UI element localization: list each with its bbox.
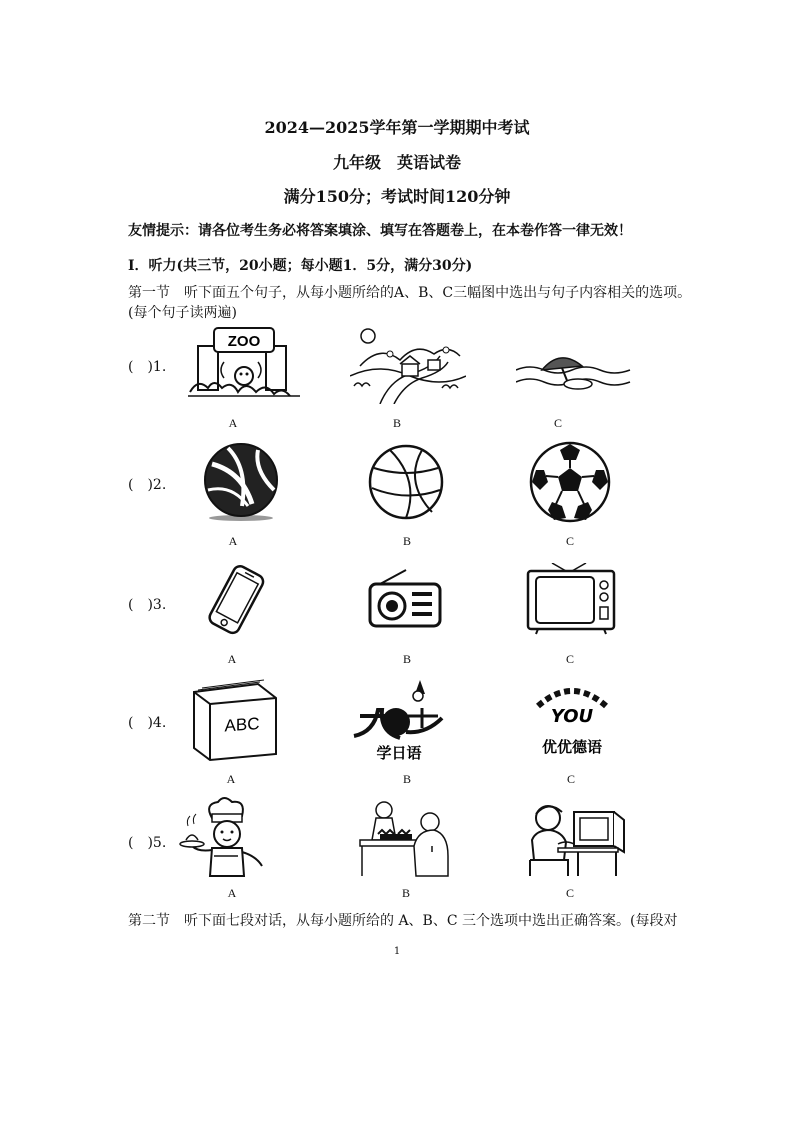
- chess-players-picture: [350, 796, 454, 878]
- smartphone-picture: [198, 565, 272, 635]
- q2-option-a: A: [228, 534, 238, 548]
- beach-umbrella-picture: [516, 348, 634, 394]
- abc-book-picture: [188, 678, 280, 762]
- q1-option-a: A: [228, 416, 238, 430]
- page-number: 1: [393, 946, 401, 957]
- japanese-school-logo: [350, 676, 448, 762]
- soccer-ball-picture: [528, 440, 612, 524]
- q2-option-c: C: [565, 534, 574, 548]
- q5-option-a: A: [227, 886, 237, 900]
- q3-option-c: C: [565, 652, 574, 666]
- exam-title: 2024—2025学年第一学期期中考试: [264, 118, 530, 137]
- q4-option-b: B: [402, 772, 411, 786]
- radio-picture: [366, 568, 444, 630]
- q2-option-b: B: [402, 534, 411, 548]
- notice: 友情提示：请各位考生务必将答案填涂、填写在答题卷上，在本卷作答一律无效！: [128, 223, 632, 239]
- german-logo-top-text: YOU: [550, 706, 594, 727]
- part1-heading: I．听力(共三节，20小题；每小题1．5分，满分30分): [128, 258, 473, 274]
- japanese-logo-text: 学日语: [376, 744, 422, 762]
- zoo-gate-picture: [188, 322, 300, 400]
- q1-option-b: B: [392, 416, 401, 430]
- question-4-label: ( )4.: [128, 715, 167, 731]
- german-logo-bottom-text: 优优德语: [541, 738, 603, 756]
- chef-picture: [178, 796, 274, 882]
- basketball-picture: [366, 444, 446, 520]
- zoo-sign-text: ZOO: [227, 333, 261, 350]
- grade-subject: 九年级 英语试卷: [332, 153, 461, 172]
- question-3-label: ( )3.: [128, 597, 167, 613]
- question-1-label: ( )1.: [128, 359, 167, 375]
- volleyball-picture: [198, 442, 284, 522]
- question-2-label: ( )2.: [128, 477, 167, 493]
- q3-option-a: A: [227, 652, 237, 666]
- q3-option-b: B: [402, 652, 411, 666]
- question-5-label: ( )5.: [128, 835, 167, 851]
- german-school-logo: [528, 676, 616, 762]
- q1-option-c: C: [553, 416, 562, 430]
- q4-option-c: C: [566, 772, 575, 786]
- score-time: 满分150分；考试时间120分钟: [283, 187, 511, 206]
- section2-instruction: 第二节 听下面七段对话，从每小题所给的 A、B、C 三个选项中选出正确答案。(每段对: [128, 913, 678, 929]
- countryside-picture: [350, 326, 466, 404]
- book-cover-text: ABC: [224, 714, 260, 736]
- television-picture: [526, 563, 616, 635]
- section1-instruction-note: (每个句子读两遍): [128, 305, 237, 321]
- q5-option-b: B: [401, 886, 410, 900]
- computer-user-picture: [518, 796, 628, 878]
- q4-option-a: A: [226, 772, 236, 786]
- q5-option-c: C: [565, 886, 574, 900]
- section1-instruction: 第一节 听下面五个句子，从每小题所给的A、B、C三幅图中选出与句子内容相关的选项。: [128, 285, 692, 301]
